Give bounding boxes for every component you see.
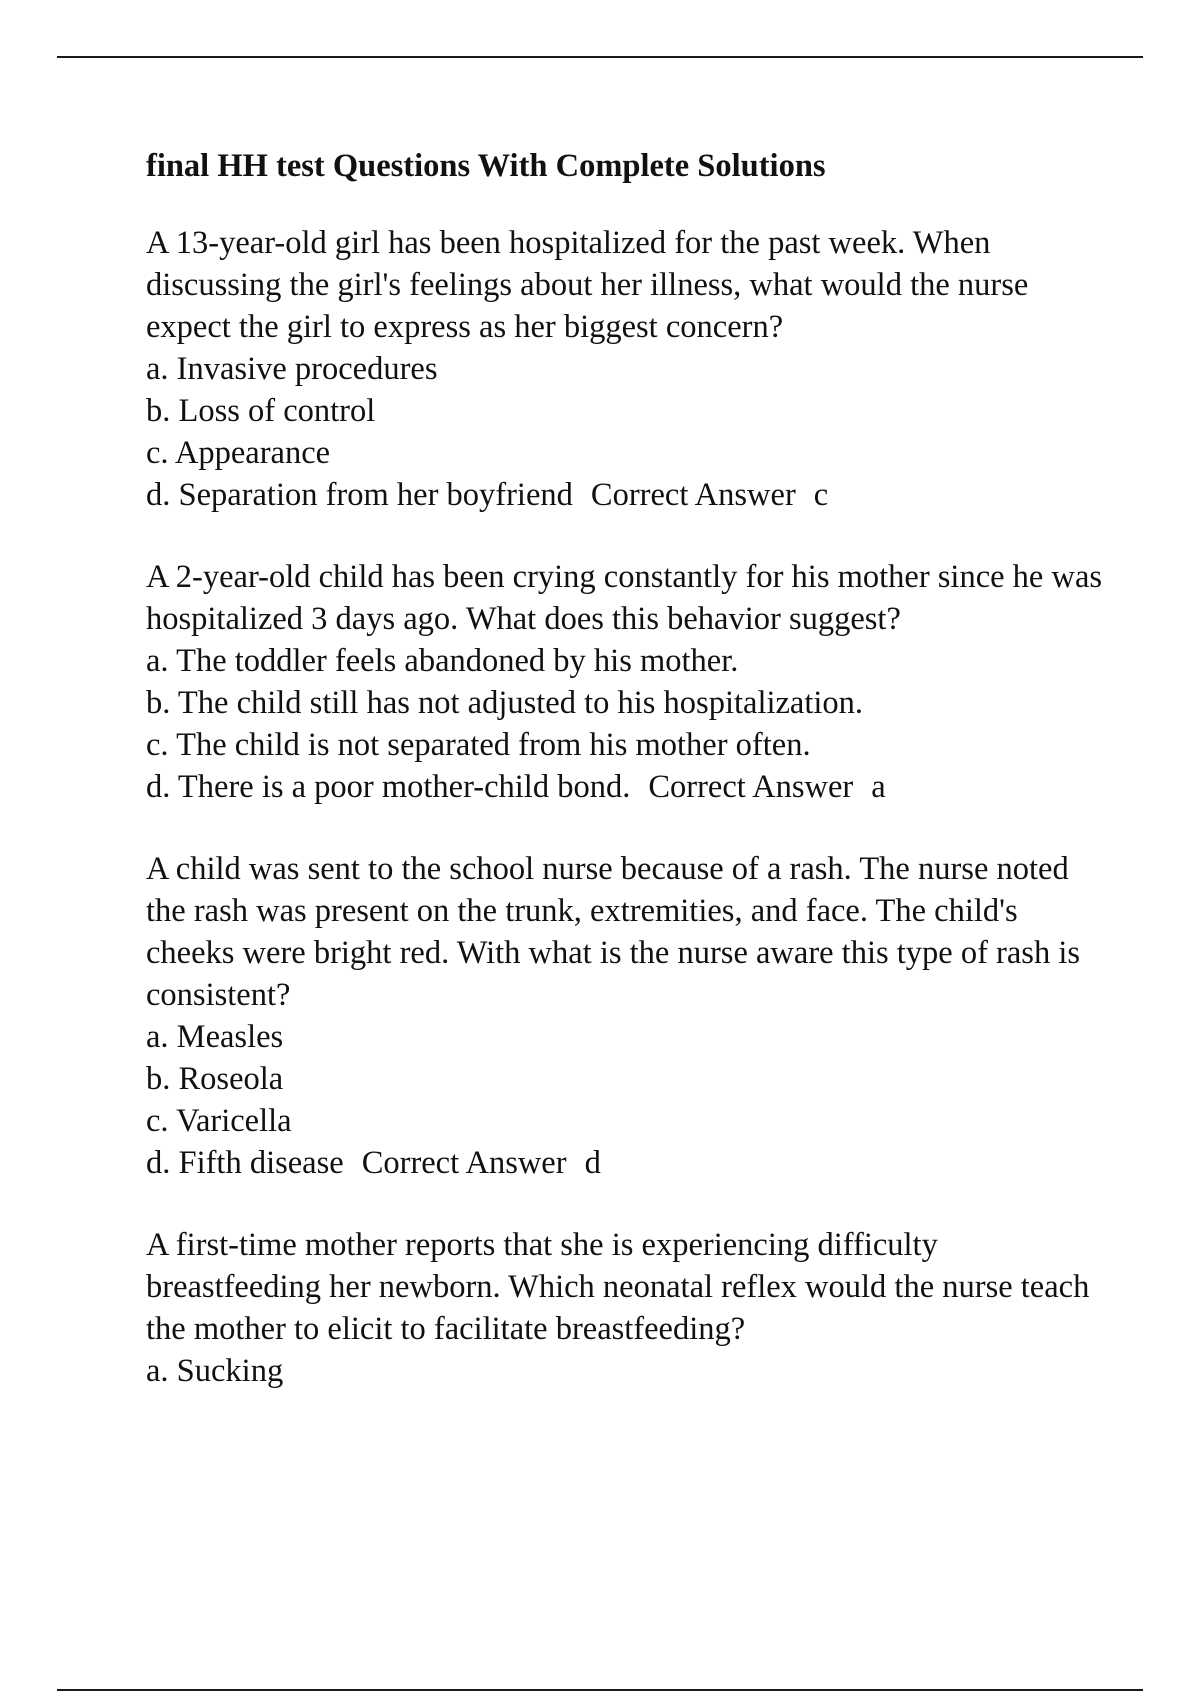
- document-body: [146, 146, 1106, 1432]
- option-d-with-answer: [146, 1142, 1106, 1184]
- question-text: A 2-year-old child has been crying constantly for his mother since he was hospitalized 3 days ago. What does this behavior suggest?: [146, 559, 1103, 637]
- question-text: A 13-year-old girl has been hospitalized for the past week. When discussing the girl's feelings about her illness, what would the nurse expect the girl to express as her biggest concern?: [146, 225, 1029, 345]
- question-item: [146, 222, 1106, 516]
- question-item: [146, 1224, 1106, 1392]
- option-a: a. Invasive procedures: [146, 351, 438, 387]
- option-a: a. The toddler feels abandoned by his mother.: [146, 643, 739, 679]
- option-d: d. Separation from her boyfriend: [146, 477, 573, 513]
- document-title: final HH test Questions With Complete Solutions: [146, 148, 826, 184]
- correct-answer-value: a: [871, 769, 886, 805]
- option-b: b. Loss of control: [146, 393, 376, 429]
- question-text: A child was sent to the school nurse because of a rash. The nurse noted the rash was present on the trunk, extremities, and face. The child's cheeks were bright red. With what is the nurse aware this type of rash is consistent?: [146, 851, 1080, 1013]
- correct-answer-label: Correct Answer: [590, 477, 796, 513]
- option-d: d. There is a poor mother-child bond.: [146, 769, 631, 805]
- option-b: b. The child still has not adjusted to his hospitalization.: [146, 685, 864, 721]
- option-c: c. Appearance: [146, 435, 331, 471]
- correct-answer-label: Correct Answer: [361, 1145, 567, 1181]
- question-item: [146, 556, 1106, 808]
- question-text: A first-time mother reports that she is experiencing difficulty breastfeeding her newborn. Which neonatal reflex would the nurse teach the mother to elicit to facilitate breastfeeding?: [146, 1227, 1090, 1347]
- option-a: a. Measles: [146, 1019, 284, 1055]
- correct-answer-label: Correct Answer: [648, 769, 854, 805]
- option-d: d. Fifth disease: [146, 1145, 344, 1181]
- option-b: b. Roseola: [146, 1061, 284, 1097]
- option-c: c. Varicella: [146, 1103, 292, 1139]
- option-d-with-answer: [146, 474, 1106, 516]
- option-c: c. The child is not separated from his mother often.: [146, 727, 811, 763]
- option-d-with-answer: [146, 766, 1106, 808]
- question-item: [146, 848, 1106, 1184]
- correct-answer-value: d: [584, 1145, 601, 1181]
- option-a: a. Sucking: [146, 1353, 284, 1389]
- header-rule: [57, 56, 1143, 58]
- footer-rule: [57, 1689, 1143, 1691]
- correct-answer-value: c: [813, 477, 829, 513]
